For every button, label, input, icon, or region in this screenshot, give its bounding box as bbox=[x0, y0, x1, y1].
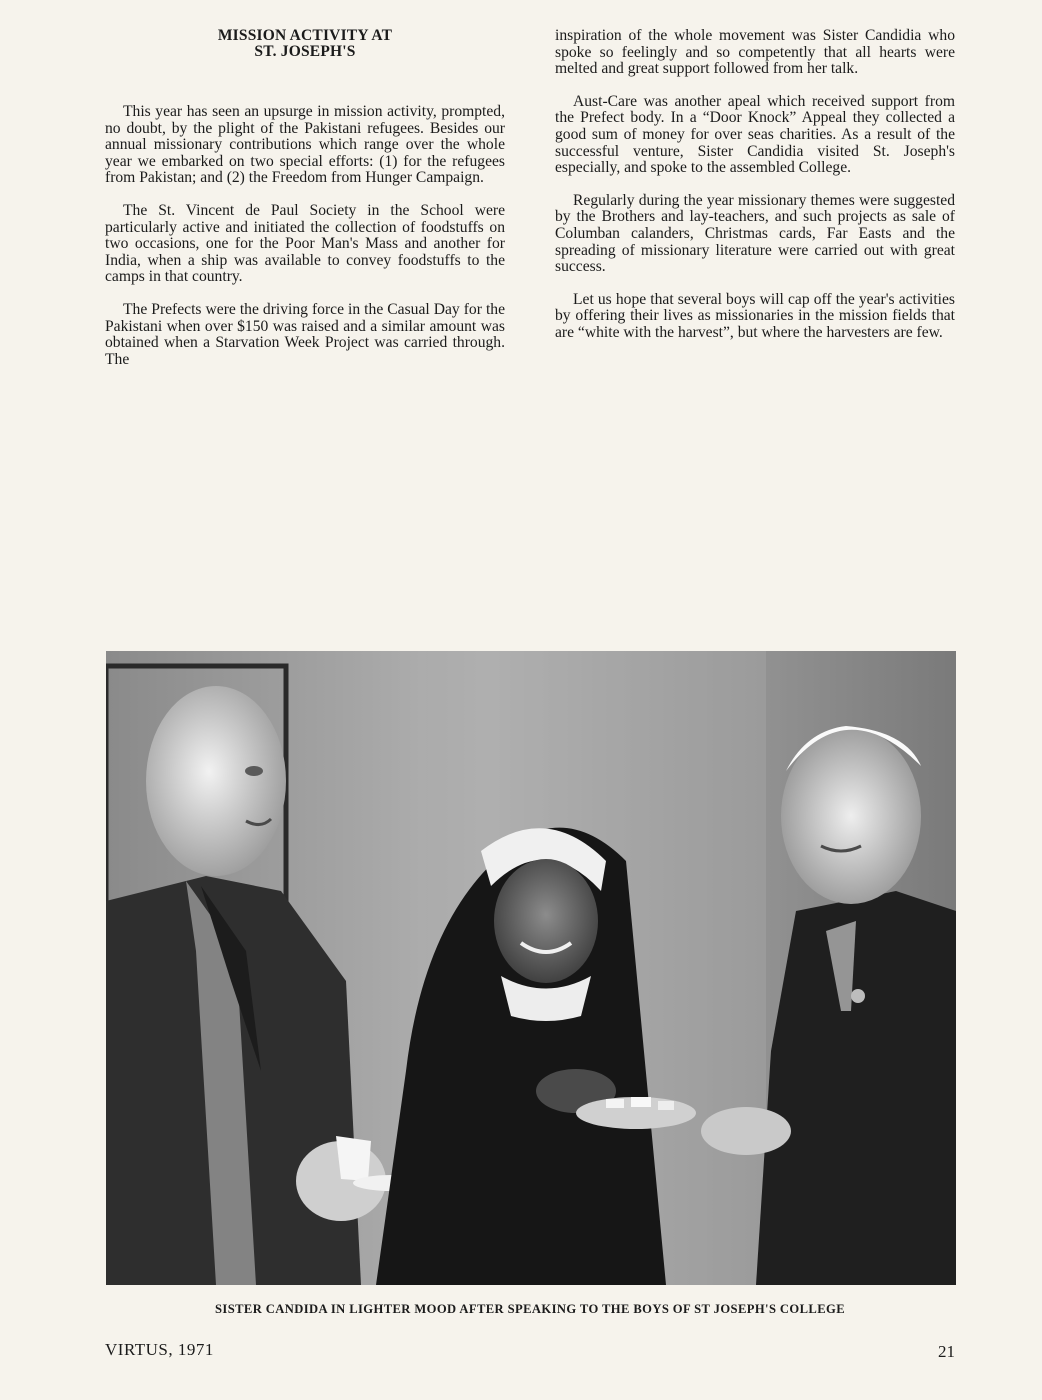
right-man-hand bbox=[701, 1107, 791, 1155]
right-column bbox=[555, 28, 955, 358]
photograph-illustration bbox=[106, 651, 956, 1285]
right-man-head bbox=[781, 728, 921, 904]
paragraph: The Prefects were the driving force in the Casual Day for the Pakistani when over $150 was raised and a similar amount was obtained when a Starvation Week Project was carried through. The bbox=[105, 300, 505, 368]
photograph bbox=[106, 651, 956, 1285]
article-title bbox=[105, 28, 505, 60]
paragraph: This year has seen an upsurge in mission activity, prompted, no doubt, by the plight of the Pakistani refugees. Besides our annual missionary contributions which range over the whole year we embarked on two special efforts: (1) for the refugees from Pakistan; and (2) the Freedom from Hunger Campaign. bbox=[105, 103, 505, 187]
paragraph: Let us hope that several boys will cap off the year's activities by offering their lives as missionaries in the mission fields that are “white with the harvest”, but where the harvesters are few. bbox=[555, 290, 955, 341]
paragraph: Regularly during the year missionary themes were suggested by the Brothers and lay-teachers, and such projects as sale of Columban calanders, Christmas cards, Far Easts and the spreading of missionary literature were carried out with great success. bbox=[555, 191, 955, 276]
page-number: 21 bbox=[938, 1342, 955, 1361]
teacup bbox=[336, 1136, 371, 1181]
left-man-head bbox=[146, 686, 286, 876]
nun-face bbox=[494, 859, 598, 983]
paragraph-continued: inspiration of the whole movement was Sister Candidia who spoke so feelingly and so competently that all hearts were melted and great support followed from her talk. bbox=[555, 27, 955, 78]
photo-caption: SISTER CANDIDA IN LIGHTER MOOD AFTER SPEAKING TO THE BOYS OF ST JOSEPH'S COLLEGE bbox=[214, 1302, 845, 1316]
article-title-line-1: MISSION ACTIVITY AT bbox=[217, 27, 393, 44]
paragraph: Aust-Care was another apeal which received support from the Prefect body. In a “Door Knock” Appeal they collected a good sum of money for over seas charities. As a result of the successful venture, Sister Candidia visited St. Joseph's especially, and spoke to the assembled College. bbox=[555, 92, 955, 177]
paragraph: The St. Vincent de Paul Society in the School were particularly active and initiated the collection of foodstuffs on two occasions, one for the Poor Man's Mass and another for India, when a ship was available to convey foodstuffs to the camps in that country. bbox=[105, 201, 505, 286]
publication-name: VIRTUS, 1971 bbox=[105, 1340, 214, 1359]
lapel-badge bbox=[851, 989, 865, 1003]
article-title-line-2: ST. JOSEPH'S bbox=[254, 43, 356, 60]
left-column bbox=[105, 28, 505, 384]
